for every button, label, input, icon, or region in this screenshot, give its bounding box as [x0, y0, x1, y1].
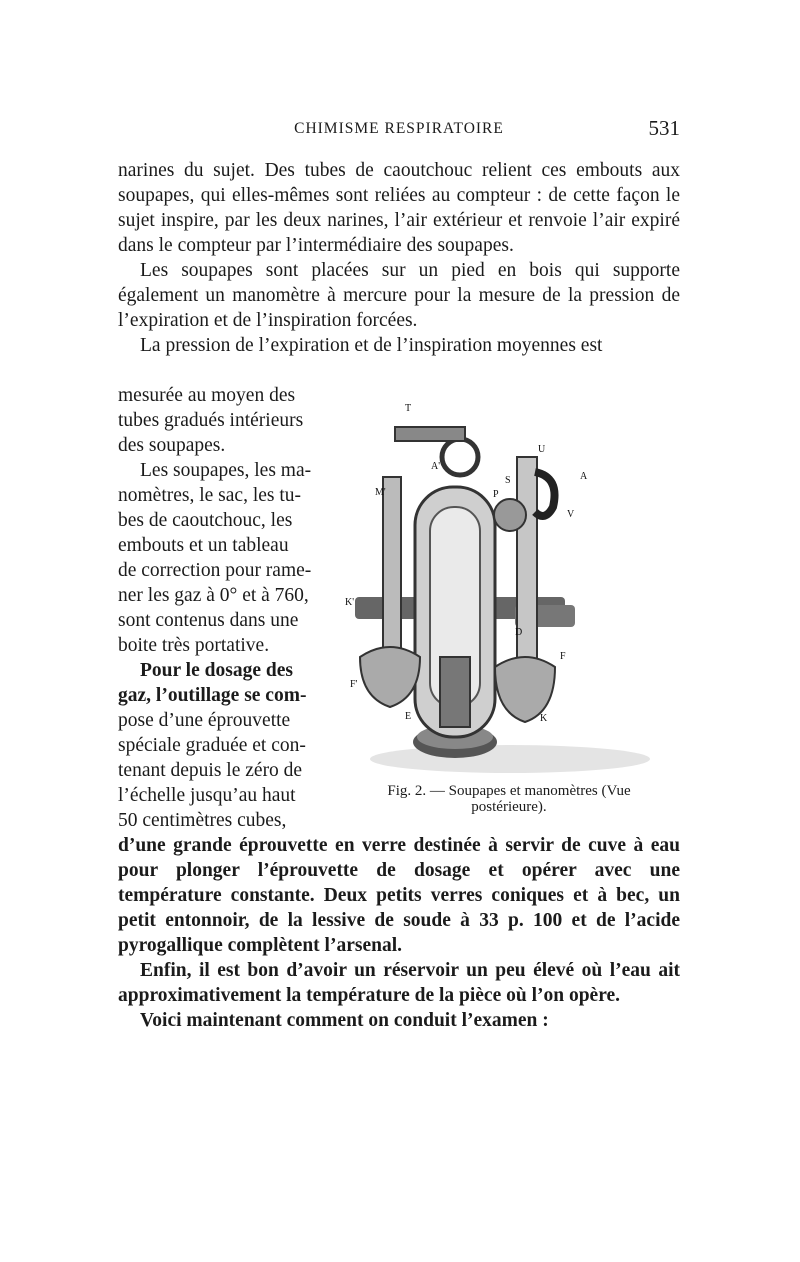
figure-label: M': [375, 487, 386, 498]
wrap-line: embouts et un tableau: [118, 535, 289, 556]
caption-line-2: postérieure).: [471, 799, 547, 815]
figure-label: E: [405, 711, 412, 722]
paragraph-4-rest: d’une grande éprouvette en verre destinée à servir de cuve à eau pour plonger l’éprouvette de dosage et opérer avec une température constante. Deux petits verres coniques et à bec, un petit entonnoir, de la lessive de soude à 33 p. 100 et de l’acide pyrogallique complètent l’arsenal.: [118, 835, 680, 956]
figure-label: K: [540, 713, 548, 724]
wrap-line: des soupapes.: [118, 435, 226, 456]
wrap-line: ner les gaz à 0° et à 760,: [118, 585, 309, 606]
wrap-line: tubes gradués intérieurs: [118, 410, 304, 431]
figure-label: U: [538, 444, 546, 455]
caption-line-1: Fig. 2. — Soupapes et manomètres (Vue: [387, 783, 631, 799]
figure-label: F: [560, 651, 566, 662]
paragraph-1: narines du sujet. Des tubes de caoutchouc relient ces embouts aux soupapes, qui elles-mêmes sont reliées au compteur : de cette façon le sujet inspire, par les deux narines, l’air extérieur et renvoie l’air expiré dans le compteur par l’intermédiaire des soupapes.: [118, 160, 680, 256]
wrap-line: sont contenus dans une: [118, 610, 299, 631]
wrap-line: spéciale graduée et con-: [118, 735, 306, 756]
figure-label: P: [493, 489, 499, 500]
paragraph-5: Enfin, il est bon d’avoir un réservoir un peu élevé où l’eau ait approximativement la température de la pièce où l’on opère.: [118, 960, 680, 1006]
figure-label: K': [345, 597, 355, 608]
main-text-top: [118, 158, 680, 358]
main-text-bottom: [118, 833, 680, 1033]
wrap-line: gaz, l’outillage se com-: [118, 685, 307, 706]
figure-label: F': [350, 679, 358, 690]
apparatus-illustration: [345, 397, 665, 782]
running-title: CHIMISME RESPIRATOIRE: [294, 120, 504, 137]
paragraph-2: Les soupapes sont placées sur un pied en bois qui supporte également un manomètre à mercure pour la mesure de la pression de l’expiration et de l’inspiration forcées.: [118, 260, 680, 331]
paragraph-6: Voici maintenant comment on conduit l’examen :: [140, 1010, 549, 1031]
wrap-line: 50 centimètres cubes,: [118, 810, 287, 831]
figure-label: T: [405, 403, 412, 414]
page-number: 531: [648, 116, 680, 140]
wrap-line: tenant depuis le zéro de: [118, 760, 303, 781]
figure-label: A: [580, 471, 588, 482]
figure-caption: [338, 783, 680, 815]
wrap-line: de correction pour rame-: [118, 560, 312, 581]
figure-label: S: [505, 475, 511, 486]
wrap-line: mesurée au moyen des: [118, 385, 296, 406]
wrap-line: bes de caoutchouc, les: [118, 510, 293, 531]
wrap-line: Les soupapes, les ma-: [140, 460, 312, 481]
running-header: [118, 116, 680, 146]
wrap-line: pose d’une éprouvette: [118, 710, 291, 731]
figure-label: A': [431, 461, 441, 472]
wrap-line: nomètres, le sac, les tu-: [118, 485, 302, 506]
figure-valves-manometers: [345, 397, 665, 782]
figure-label: V: [567, 509, 575, 520]
wrapped-column: [118, 383, 333, 833]
wrap-line: Pour le dosage des: [140, 660, 293, 681]
figure-label: D: [515, 627, 523, 638]
wrap-line: l’échelle jusqu’au haut: [118, 785, 296, 806]
paragraph-3-first-line: La pression de l’expiration et de l’inspiration moyennes est: [140, 335, 603, 356]
wrap-line: boite très portative.: [118, 635, 270, 656]
